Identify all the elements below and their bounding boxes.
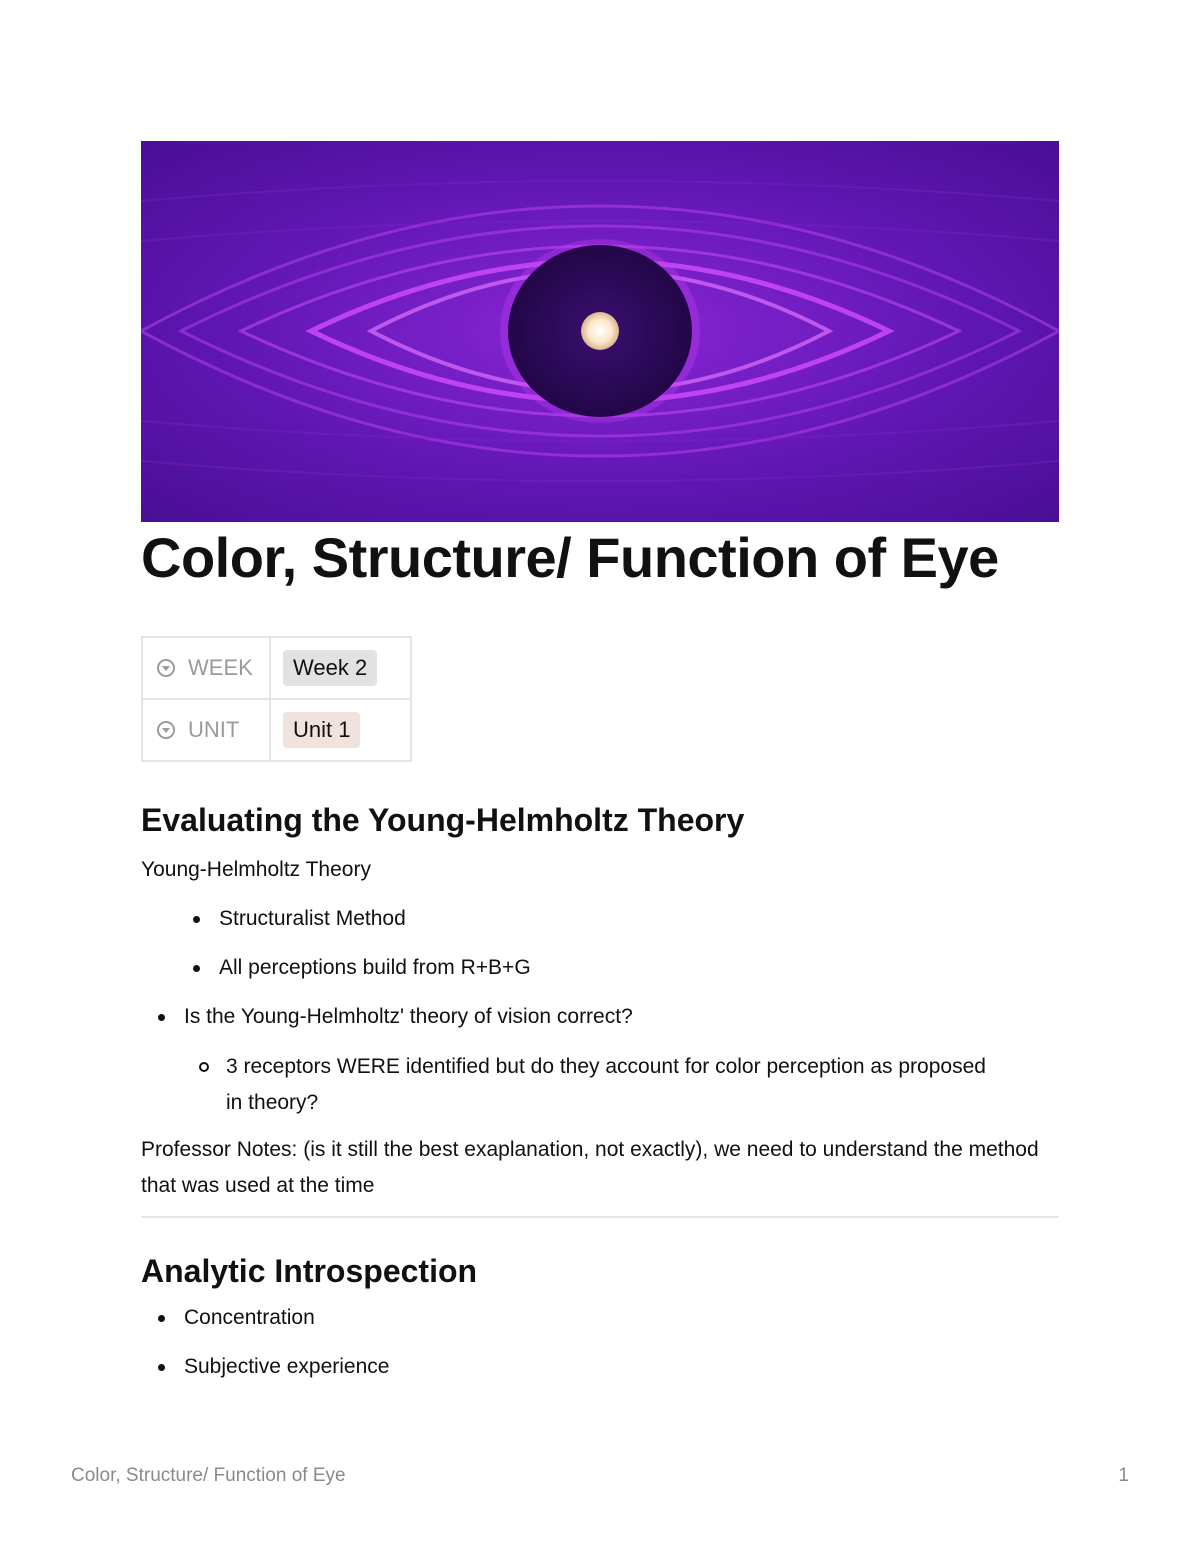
- unit-tag[interactable]: Unit 1: [283, 712, 360, 748]
- bullet-circle: [199, 1062, 209, 1072]
- cover-image: [141, 141, 1059, 522]
- section-heading: Evaluating the Young-Helmholtz Theory: [141, 802, 745, 838]
- week-tag[interactable]: Week 2: [283, 650, 377, 686]
- bullet-dot: [158, 1364, 165, 1371]
- list-item: All perceptions build from R+B+G: [141, 950, 1059, 986]
- footer-title: Color, Structure/ Function of Eye: [71, 1465, 346, 1486]
- property-row-unit: [142, 699, 411, 761]
- list-item: Is the Young-Helmholtz' theory of vision correct?: [141, 999, 1059, 1035]
- paragraph: Young-Helmholtz Theory: [141, 858, 371, 881]
- bullet-dot: [193, 916, 200, 923]
- property-row-week: [142, 637, 411, 699]
- properties-table: [141, 636, 412, 762]
- property-key-unit[interactable]: [143, 717, 269, 743]
- page-number: 1: [1118, 1465, 1129, 1486]
- property-label: WEEK: [188, 655, 253, 680]
- bullet-dot: [193, 965, 200, 972]
- property-key-week[interactable]: [143, 655, 269, 681]
- bullet-list: [141, 1300, 1059, 1385]
- list-item: Subjective experience: [141, 1349, 1059, 1385]
- page-content: [141, 796, 1059, 1385]
- bullet-list: [141, 999, 1059, 1035]
- select-chevron-icon: [156, 720, 176, 740]
- property-label: UNIT: [188, 717, 240, 742]
- divider: [141, 1216, 1059, 1218]
- eye-illustration: [141, 141, 1059, 522]
- nested-bullet-list: [141, 901, 1059, 986]
- select-chevron-icon: [156, 658, 176, 678]
- page-title: Color, Structure/ Function of Eye: [141, 526, 999, 589]
- bullet-dot: [158, 1014, 165, 1021]
- professor-notes: Professor Notes: (is it still the best exaplanation, not exactly), we need to understand the method that was used at the time: [141, 1138, 1039, 1197]
- list-item: Concentration: [141, 1300, 1059, 1336]
- list-item: 3 receptors WERE identified but do they account for color perception as proposed in theory?: [141, 1049, 986, 1121]
- sub-bullet-list: [141, 1049, 1059, 1121]
- bullet-dot: [158, 1315, 165, 1322]
- section-heading: Analytic Introspection: [141, 1253, 478, 1289]
- list-item: Structuralist Method: [141, 901, 1059, 937]
